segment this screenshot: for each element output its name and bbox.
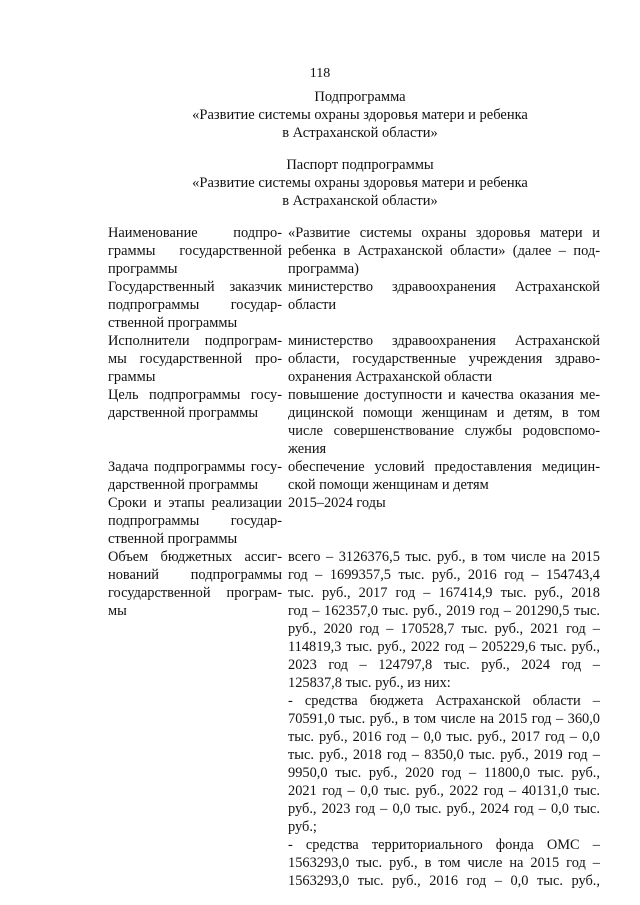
- row-value-line: повышение доступности и качества оказания ме-: [288, 387, 600, 403]
- row-value-line: министерство здравоохранения Астраханской: [288, 333, 600, 349]
- passport-row: [108, 332, 608, 386]
- row-value-line: руб.;: [288, 819, 317, 835]
- row-value-line: руб., 2020 год – 170528,7 тыс. руб., 2021 год –: [288, 621, 600, 637]
- row-value-line: жения: [288, 441, 327, 457]
- row-value: [288, 494, 600, 548]
- row-value-line: охранения Астраханской области: [288, 369, 493, 385]
- row-label: [108, 386, 288, 458]
- row-label-line: Наименование подпро-: [108, 225, 282, 241]
- row-label-line: Объем бюджетных ассиг-: [108, 549, 282, 565]
- row-value-line: тыс. руб., 2016 год – 0,0 тыс. руб., 2017 год – 0,0: [288, 729, 600, 745]
- row-label: [108, 458, 288, 494]
- row-value-line: ребенка в Астраханской области» (далее – под-: [288, 243, 600, 259]
- row-value-line: год – 162357,0 тыс. руб., 2019 год – 201290,5 тыс.: [288, 603, 600, 619]
- row-label: [108, 548, 288, 890]
- row-value-line: 114819,3 тыс. руб., 2022 год – 205229,6 тыс. руб.,: [288, 639, 600, 655]
- row-value-line: руб., 2023 год – 0,0 тыс. руб., 2024 год – 0,0 тыс.: [288, 801, 600, 817]
- row-value-line: 1563293,0 тыс. руб., в том числе на 2015 год –: [288, 855, 600, 871]
- row-label-line: мы государственной про-: [108, 351, 282, 367]
- row-label-line: дарственной программы: [108, 477, 259, 493]
- row-value: [288, 386, 600, 458]
- row-label-line: Задача подпрограммы госу-: [108, 459, 282, 475]
- row-value-line: ской помощи женщинам и детям: [288, 477, 489, 493]
- passport-line: Паспорт подпрограммы: [286, 157, 434, 173]
- row-label-line: Цель подпрограммы госу-: [108, 387, 282, 403]
- row-value-line: год – 1699357,5 тыс. руб., 2016 год – 154743,4: [288, 567, 600, 583]
- passport-table: [108, 224, 608, 890]
- title-line: «Развитие системы охраны здоровья матери и ребенка: [192, 107, 528, 123]
- passport-title: [0, 156, 640, 210]
- title-line: в Астраханской области»: [282, 125, 438, 141]
- row-value: [288, 224, 600, 278]
- row-value-line: 2023 год – 124797,8 тыс. руб., 2024 год –: [288, 657, 600, 673]
- row-value: [288, 332, 600, 386]
- row-value-line: 1563293,0 тыс. руб., 2016 год – 0,0 тыс. руб.,: [288, 873, 600, 889]
- row-label-line: подпрограммы государ-: [108, 297, 282, 313]
- row-label-line: мы: [108, 603, 127, 619]
- row-value-line: 2015–2024 годы: [288, 495, 386, 511]
- row-label-line: ственной программы: [108, 315, 238, 331]
- page-number: 118: [309, 66, 331, 81]
- row-label: [108, 332, 288, 386]
- row-value-line: «Развитие системы охраны здоровья матери и: [288, 225, 600, 241]
- row-value-line: тыс. руб., 2017 год – 167414,9 тыс. руб., 2018: [288, 585, 600, 601]
- row-value-line: числе совершенствование службы родовспомо-: [288, 423, 600, 439]
- row-value-line: области, государственные учреждения здраво-: [288, 351, 600, 367]
- value-paragraph: [288, 836, 600, 890]
- row-value: [288, 548, 600, 890]
- row-value-line: обеспечение условий предоставления медицин-: [288, 459, 600, 475]
- row-label: [108, 494, 288, 548]
- row-label-line: граммы: [108, 369, 156, 385]
- row-value-line: 125837,8 тыс. руб., из них:: [288, 675, 451, 691]
- row-label: [108, 224, 288, 278]
- row-value-line: 70591,0 тыс. руб., в том числе на 2015 год – 360,0: [288, 711, 600, 727]
- row-value-line: 2021 год – 0,0 тыс. руб., 2022 год – 40131,0 тыс.: [288, 783, 600, 799]
- passport-row: [108, 386, 608, 458]
- passport-row: [108, 458, 608, 494]
- passport-row: [108, 548, 608, 890]
- passport-row: [108, 224, 608, 278]
- row-label-line: дарственной программы: [108, 405, 259, 421]
- row-label-line: Исполнители подпрограм-: [108, 333, 282, 349]
- row-label: [108, 278, 288, 332]
- title-line: Подпрограмма: [314, 89, 406, 105]
- row-value-line: тыс. руб., 2018 год – 8350,0 тыс. руб., 2019 год –: [288, 747, 600, 763]
- row-value-line: 9950,0 тыс. руб., 2020 год – 11800,0 тыс. руб.,: [288, 765, 600, 781]
- passport-row: [108, 278, 608, 332]
- row-label-line: нований подпрограммы: [108, 567, 282, 583]
- row-value-line: - средства бюджета Астраханской области –: [288, 693, 600, 709]
- row-label-line: Государственный заказчик: [108, 279, 282, 295]
- subprogram-title: [0, 88, 640, 142]
- value-paragraph: [288, 548, 600, 692]
- passport-line: «Развитие системы охраны здоровья матери и ребенка: [192, 175, 528, 191]
- row-value-line: - средства территориального фонда ОМС –: [288, 837, 600, 853]
- row-value-line: дицинской помощи женщинам и детям, в том: [288, 405, 600, 421]
- row-value-line: всего – 3126376,5 тыс. руб., в том числе на 2015: [288, 549, 600, 565]
- row-value: [288, 458, 600, 494]
- row-value: [288, 278, 600, 332]
- row-value-line: программа): [288, 261, 359, 277]
- passport-line: в Астраханской области»: [282, 193, 438, 209]
- row-label-line: государственной програм-: [108, 585, 282, 601]
- row-label-line: программы: [108, 261, 178, 277]
- passport-row: [108, 494, 608, 548]
- value-paragraph: [288, 692, 600, 836]
- row-label-line: Сроки и этапы реализации: [108, 495, 282, 511]
- row-label-line: подпрограммы государ-: [108, 513, 282, 529]
- row-label-line: ственной программы: [108, 531, 238, 547]
- row-value-line: области: [288, 297, 337, 313]
- row-label-line: граммы государственной: [108, 243, 282, 259]
- row-value-line: министерство здравоохранения Астраханской: [288, 279, 600, 295]
